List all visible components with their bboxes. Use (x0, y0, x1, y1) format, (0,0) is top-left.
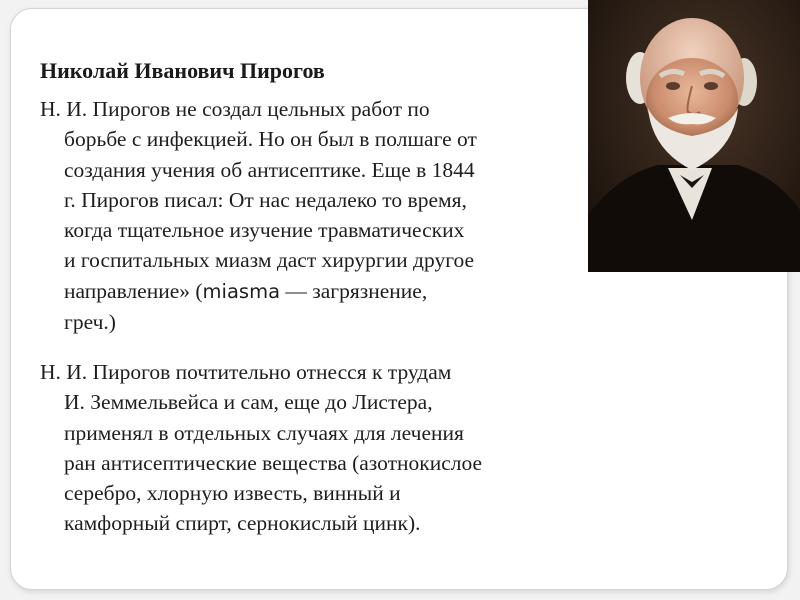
paragraph-1 (40, 94, 477, 337)
paragraph-2 (40, 357, 482, 539)
line-text: — загрязнение, (280, 278, 428, 303)
latin-term: miasma (202, 279, 281, 303)
paragraph-1-line: Н. И. Пирогов не создал цельных работ по (40, 97, 430, 121)
portrait-illustration (588, 0, 800, 272)
slide-title: Николай Иванович Пирогов (40, 58, 325, 83)
portrait-image (588, 0, 800, 272)
paragraph-2-line: ран антисептические вещества (азотнокислое (64, 450, 483, 475)
paragraph-2-line: применял в отдельных случаях для лечения (64, 420, 464, 445)
paragraph-2-line: серебро, хлорную известь, винный и (64, 481, 401, 506)
paragraph-1-line: создания учения об антисептике. Еще в 1844 (64, 157, 475, 182)
paragraph-1-line: и госпитальных миазм даст хирургии другое (64, 248, 475, 273)
paragraph-1-line: когда тщательное изучение травматических (64, 218, 465, 243)
paragraph-1-line: греч.) (64, 310, 116, 335)
paragraph-1-line (40, 276, 477, 307)
paragraph-2-line: камфорный спирт, сернокислый цинк). (64, 511, 421, 536)
line-text: направление» ( (64, 278, 203, 303)
paragraph-1-line: г. Пирогов писал: От нас недалеко то время, (64, 187, 467, 212)
paragraph-1-line: борьбе с инфекцией. Но он был в полшаге от (64, 127, 477, 152)
paragraph-2-line: И. Земмельвейса и сам, еще до Листера, (64, 390, 433, 415)
paragraph-2-line: Н. И. Пирогов почтительно отнесся к трудам (40, 360, 452, 384)
